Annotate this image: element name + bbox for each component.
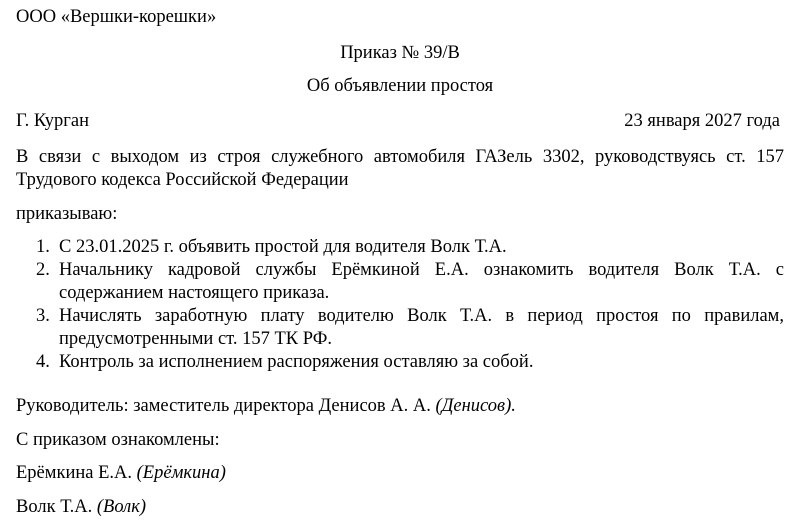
signer-signature: (Ерёмкина) xyxy=(136,463,226,483)
preamble-line-1: В связи с выходом из строя служебного автомобиля ГАЗель 3302, руководствуясь ст. 157 xyxy=(16,147,784,167)
list-item-number: 4. xyxy=(36,352,50,372)
order-date: 23 января 2027 года xyxy=(624,111,780,131)
list-item-text: Начислять заработную плату водителю Волк Т.А. в период простоя по правилам, предусмотренными ст. 157 ТК РФ. xyxy=(59,306,784,349)
list-item-number: 2. xyxy=(36,260,50,280)
list-item xyxy=(36,305,784,351)
order-subject: Об объявлении простоя xyxy=(306,76,494,96)
signer-name: Волк Т.А. xyxy=(16,497,93,517)
list-item-number: 1. xyxy=(36,237,50,257)
list-item xyxy=(36,259,784,305)
order-title: Приказ № 39/В xyxy=(340,43,460,63)
list-item xyxy=(36,236,784,259)
head-label: Руководитель: заместитель директора Денисов А. А. xyxy=(16,396,431,416)
signer-signature: (Волк) xyxy=(96,497,147,517)
acquainted-heading: С приказом ознакомлены: xyxy=(16,430,220,450)
order-items-list xyxy=(36,236,784,374)
list-item-text: С 23.01.2025 г. объявить простой для водителя Волк Т.А. xyxy=(59,237,507,257)
list-item-text: Контроль за исполнением распоряжения оставляю за собой. xyxy=(59,352,534,372)
list-item-number: 3. xyxy=(36,306,50,326)
list-item-text: Начальнику кадровой службы Ерёмкиной Е.А. ознакомить водителя Волк Т.А. с содержанием настоящего приказа. xyxy=(59,260,784,303)
organization-name: ООО «Вершки-корешки» xyxy=(16,7,217,27)
head-signature-line xyxy=(16,395,516,417)
order-word: приказываю: xyxy=(16,204,118,224)
preamble-line-2: Трудового кодекса Российской Федерации xyxy=(16,170,349,190)
signer-name: Ерёмкина Е.А. xyxy=(16,463,133,483)
signer-line xyxy=(16,462,226,484)
city: Г. Курган xyxy=(16,111,90,131)
head-signature: (Денисов). xyxy=(435,396,516,416)
list-item xyxy=(36,351,784,374)
signer-line xyxy=(16,496,146,518)
